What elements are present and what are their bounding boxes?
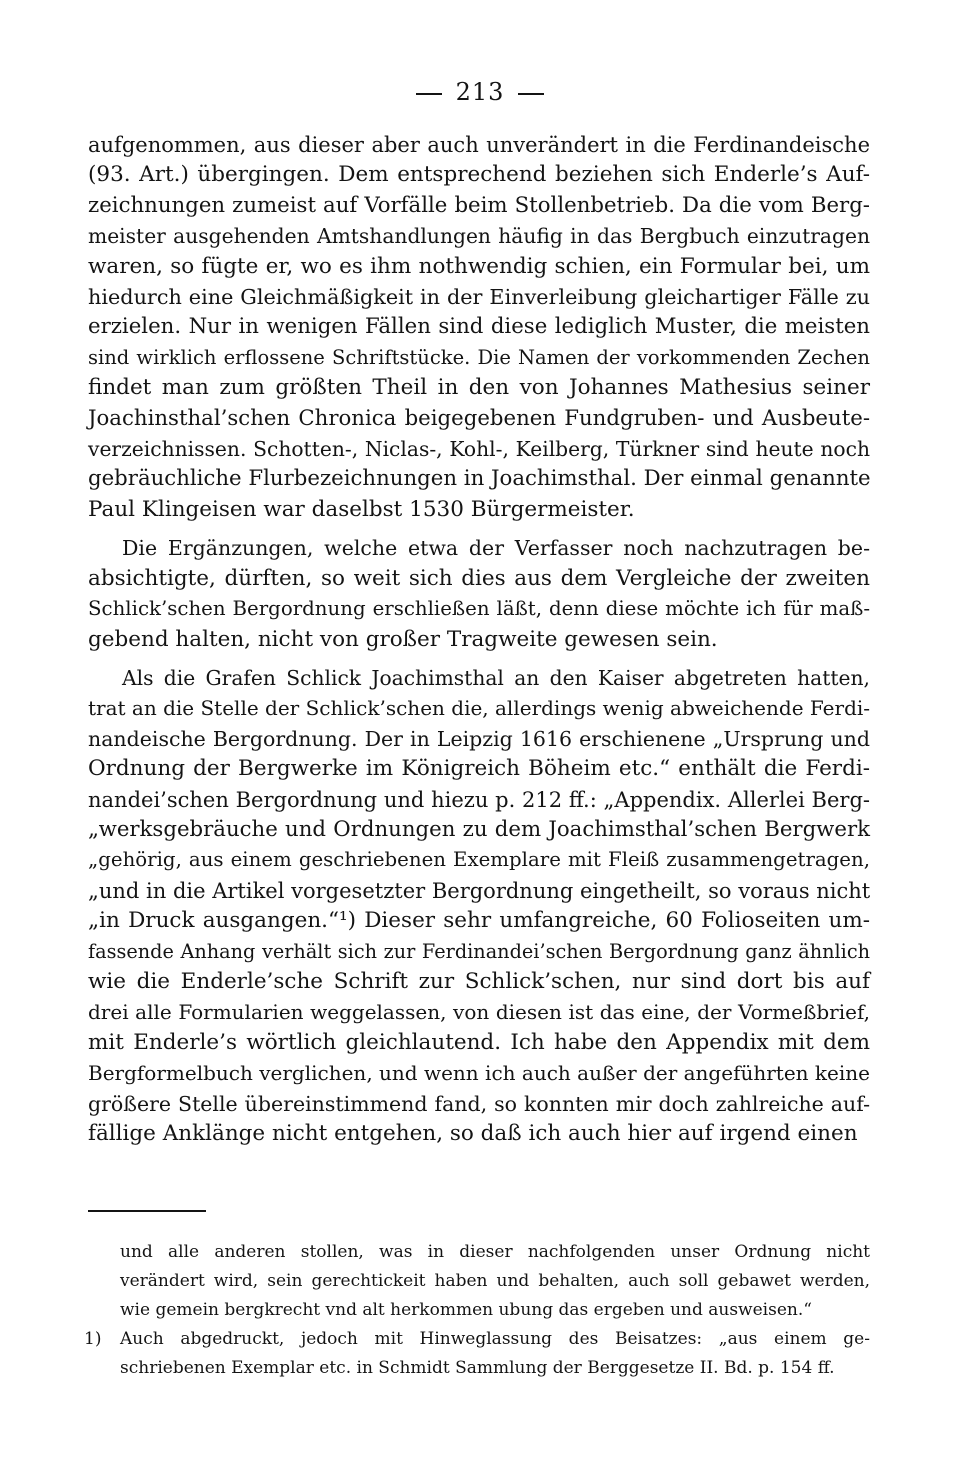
- text-line: aufgenommen, aus dieser aber auch unverändert in die Ferdinandeische: [88, 133, 870, 157]
- footnote-1: [84, 1325, 870, 1383]
- footnotes: [84, 1238, 870, 1383]
- footnote-line: Auch abgedruckt, jedoch mit Hinweglassung des Beisatzes: „aus einem ge-: [120, 1329, 870, 1349]
- paragraph-3: [88, 663, 870, 1150]
- text-line: findet man zum größten Theil in den von Johannes Mathesius seiner: [88, 375, 870, 401]
- paragraph-1: [88, 130, 870, 525]
- paragraph-2: [88, 533, 870, 655]
- text-line: nandeische Bergordnung. Der in Leipzig 1616 erschienene „Ursprung und: [88, 726, 870, 751]
- footnote-marker: 1): [84, 1329, 102, 1349]
- text-line: gebräuchliche Flurbezeichnungen in Joachimsthal. Der einmal genannte: [88, 466, 871, 492]
- text-line: fassende Anhang verhält sich zur Ferdinandei’schen Bergordnung ganz ähnlich: [88, 939, 870, 963]
- text-line: waren, so fügte er, wo es ihm nothwendig schien, ein Formular bei, um: [88, 253, 870, 279]
- text-line: Bergformelbuch verglichen, und wenn ich auch außer der angeführten keine: [88, 1061, 870, 1086]
- header-dash-left: [416, 93, 442, 95]
- text-line: größere Stelle übereinstimmend fand, so konnten mir doch zahlreiche auf-: [88, 1091, 870, 1116]
- text-line: hiedurch eine Gleichmäßigkeit in der Einverleibung gleichartiger Fälle zu: [88, 285, 870, 310]
- footnote-line: wie gemein bergkrecht vnd alt herkommen ubung das ergeben und ausweisen.“: [120, 1300, 812, 1320]
- text-line: Paul Klingeisen war daselbst 1530 Bürgermeister.: [88, 496, 635, 522]
- footnote-line: verändert wird, sein gerechtickeit haben und behalten, auch soll gebawet werden,: [120, 1271, 870, 1291]
- text-line: absichtigte, dürften, so weit sich dies aus dem Vergleiche der zweiten: [88, 565, 870, 591]
- text-line: nandei’schen Bergordnung und hiezu p. 212 ff.: „Appendix. Allerlei Berg-: [88, 787, 870, 812]
- text-line: verzeichnissen. Schotten-, Niclas-, Kohl-, Keilberg, Türkner sind heute noch: [88, 437, 870, 462]
- text-line: „gehörig, aus einem geschriebenen Exemplare mit Fleiß zusammengetragen,: [88, 848, 870, 872]
- text-line: Die Ergänzungen, welche etwa der Verfasser noch nachzutragen be-: [122, 536, 870, 561]
- text-line: wie die Enderle’sche Schrift zur Schlick’schen, nur sind dort bis auf: [88, 968, 870, 994]
- page-number: 213: [455, 78, 505, 106]
- text-line: meister ausgehenden Amtshandlungen häufig in das Bergbuch einzutragen: [88, 224, 870, 249]
- text-line: Joachinsthal’schen Chronica beigegebenen Fundgruben- und Ausbeute-: [88, 405, 870, 431]
- footnote-line: schriebenen Exemplar etc. in Schmidt Sammlung der Berggesetze II. Bd. p. 154 ff.: [120, 1358, 835, 1378]
- footnote-continuation: [120, 1238, 870, 1325]
- text-line: „in Druck ausgangen.“¹) Dieser sehr umfangreiche, 60 Folioseiten um-: [88, 908, 870, 934]
- page-header: [0, 78, 960, 106]
- text-line: erzielen. Nur in wenigen Fällen sind diese lediglich Muster, die meisten: [88, 314, 870, 340]
- header-dash-right: [518, 93, 544, 95]
- body-text: [88, 130, 870, 1149]
- text-line: trat an die Stelle der Schlick’schen die, allerdings wenig abweichende Ferdi-: [88, 696, 871, 721]
- text-line: (93. Art.) übergingen. Dem entsprechend beziehen sich Enderle’s Auf-: [88, 162, 870, 188]
- text-line: „und in die Artikel vorgesetzter Bergordnung eingetheilt, so voraus nicht: [88, 878, 871, 903]
- text-line: „werksgebräuche und Ordnungen zu dem Joachimsthal’schen Bergwerk: [88, 816, 870, 842]
- text-line: zeichnungen zumeist auf Vorfälle beim Stollenbetrieb. Da die vom Berg-: [88, 192, 870, 218]
- text-line: mit Enderle’s wörtlich gleichlautend. Ich habe den Appendix mit dem: [88, 1029, 870, 1055]
- text-line: drei alle Formularien weggelassen, von diesen ist das eine, der Vormeßbrief,: [88, 1000, 870, 1025]
- footnote-line: und alle anderen stollen, was in dieser nachfolgenden unser Ordnung nicht: [120, 1242, 870, 1262]
- text-line: Als die Grafen Schlick Joachimsthal an den Kaiser abgetreten hatten,: [122, 665, 870, 690]
- text-line: sind wirklich erflossene Schriftstücke. Die Namen der vorkommenden Zechen: [88, 345, 870, 369]
- text-line: Schlick’schen Bergordnung erschließen läßt, denn diese möchte ich für maß-: [88, 597, 870, 621]
- text-line: gebend halten, nicht von großer Tragweite gewesen sein.: [88, 626, 718, 652]
- text-line: fällige Anklänge nicht entgehen, so daß ich auch hier auf irgend einen: [88, 1121, 858, 1146]
- text-line: Ordnung der Bergwerke im Königreich Böheim etc.“ enthält die Ferdi-: [88, 756, 870, 782]
- footnote-rule: [88, 1210, 206, 1212]
